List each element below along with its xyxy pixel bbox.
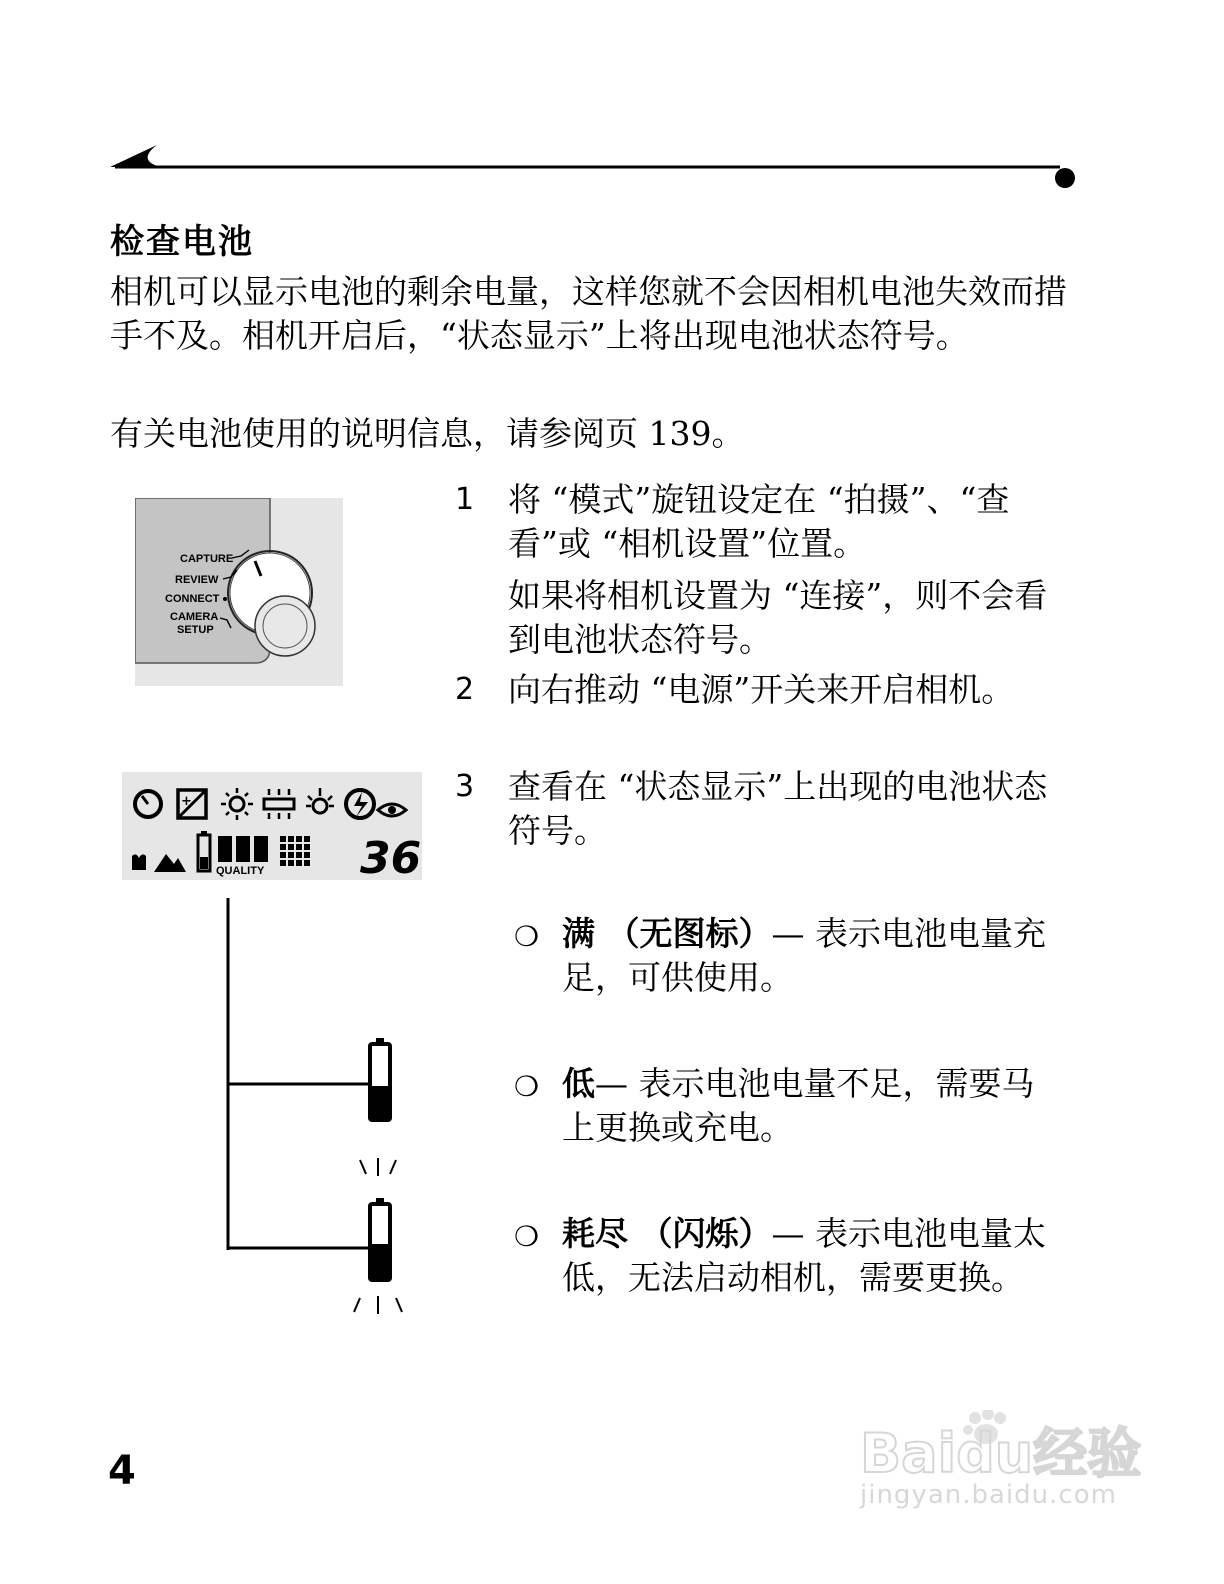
svg-text:+: + bbox=[181, 794, 192, 809]
dial-label-connect: CONNECT bbox=[165, 593, 220, 605]
battery-state-diagram bbox=[220, 898, 420, 1328]
dial-label-setup: SETUP bbox=[177, 624, 214, 636]
intro-paragraph: 相机可以显示电池的剩余电量，这样您就不会因相机电池失效而措手不及。相机开启后，“状态显示”上将出现电池状态符号。 bbox=[110, 272, 1067, 355]
step-3-text: 查看在 “状态显示”上出现的电池状态符号。 bbox=[508, 767, 1048, 850]
state-low-desc: — 表示电池电量不足，需要马上更换或充电。 bbox=[562, 1064, 1035, 1147]
step-1-number: 1 bbox=[455, 482, 475, 517]
state-exhausted-term: 耗尽 （闪烁） bbox=[562, 1214, 772, 1253]
step-3-number: 3 bbox=[455, 769, 475, 804]
state-low-term: 低 bbox=[562, 1064, 595, 1103]
picture-count: 36 bbox=[360, 833, 422, 880]
step-1-text: 将 “模式”旋钮设定在 “拍摄”、“查看”或 “相机设置”位置。 bbox=[508, 480, 1010, 563]
quality-label: QUALITY bbox=[216, 865, 265, 877]
exhausted-battery-icon bbox=[370, 1198, 390, 1280]
baidu-watermark-logo bbox=[860, 1410, 1160, 1480]
status-lcd-illustration bbox=[122, 772, 422, 880]
state-full-term: 满 （无图标） bbox=[562, 914, 772, 953]
bullet-icon: ❍ bbox=[514, 920, 540, 953]
state-full-item bbox=[562, 912, 1052, 1000]
step-2-text: 向右推动 “电源”开关来开启相机。 bbox=[508, 670, 1015, 709]
state-full-desc: — 表示电池电量充足，可供使用。 bbox=[562, 914, 1046, 997]
header-rule bbox=[105, 140, 1085, 200]
blink-marks-icon bbox=[360, 1158, 396, 1176]
state-exhausted-desc: — 表示电池电量太低，无法启动相机，需要更换。 bbox=[562, 1214, 1046, 1297]
dial-label-capture: CAPTURE bbox=[180, 553, 234, 565]
page-number: 4 bbox=[108, 1448, 136, 1494]
watermark-logo-text: Baidu经验 bbox=[860, 1422, 1142, 1480]
reference-paragraph: 有关电池使用的说明信息，请参阅页 139。 bbox=[110, 414, 745, 453]
step-1-note: 如果将相机设置为 “连接”，则不会看到电池状态符号。 bbox=[508, 576, 1048, 659]
blink-marks-icon bbox=[354, 1296, 402, 1314]
dial-label-review: REVIEW bbox=[175, 574, 219, 586]
watermark-url: jingyan.baidu.com bbox=[860, 1480, 1117, 1510]
section-heading: 检查电池 bbox=[110, 222, 254, 262]
quality-bars-icon bbox=[218, 836, 268, 862]
bullet-icon: ❍ bbox=[514, 1220, 540, 1253]
state-low-item bbox=[562, 1062, 1052, 1150]
state-exhausted-item bbox=[562, 1212, 1052, 1300]
step-2-number: 2 bbox=[455, 672, 475, 707]
mode-dial-illustration bbox=[135, 498, 343, 686]
bullet-icon: ❍ bbox=[514, 1070, 540, 1103]
dial-label-camera: CAMERA bbox=[170, 611, 219, 623]
low-battery-icon bbox=[370, 1038, 390, 1120]
